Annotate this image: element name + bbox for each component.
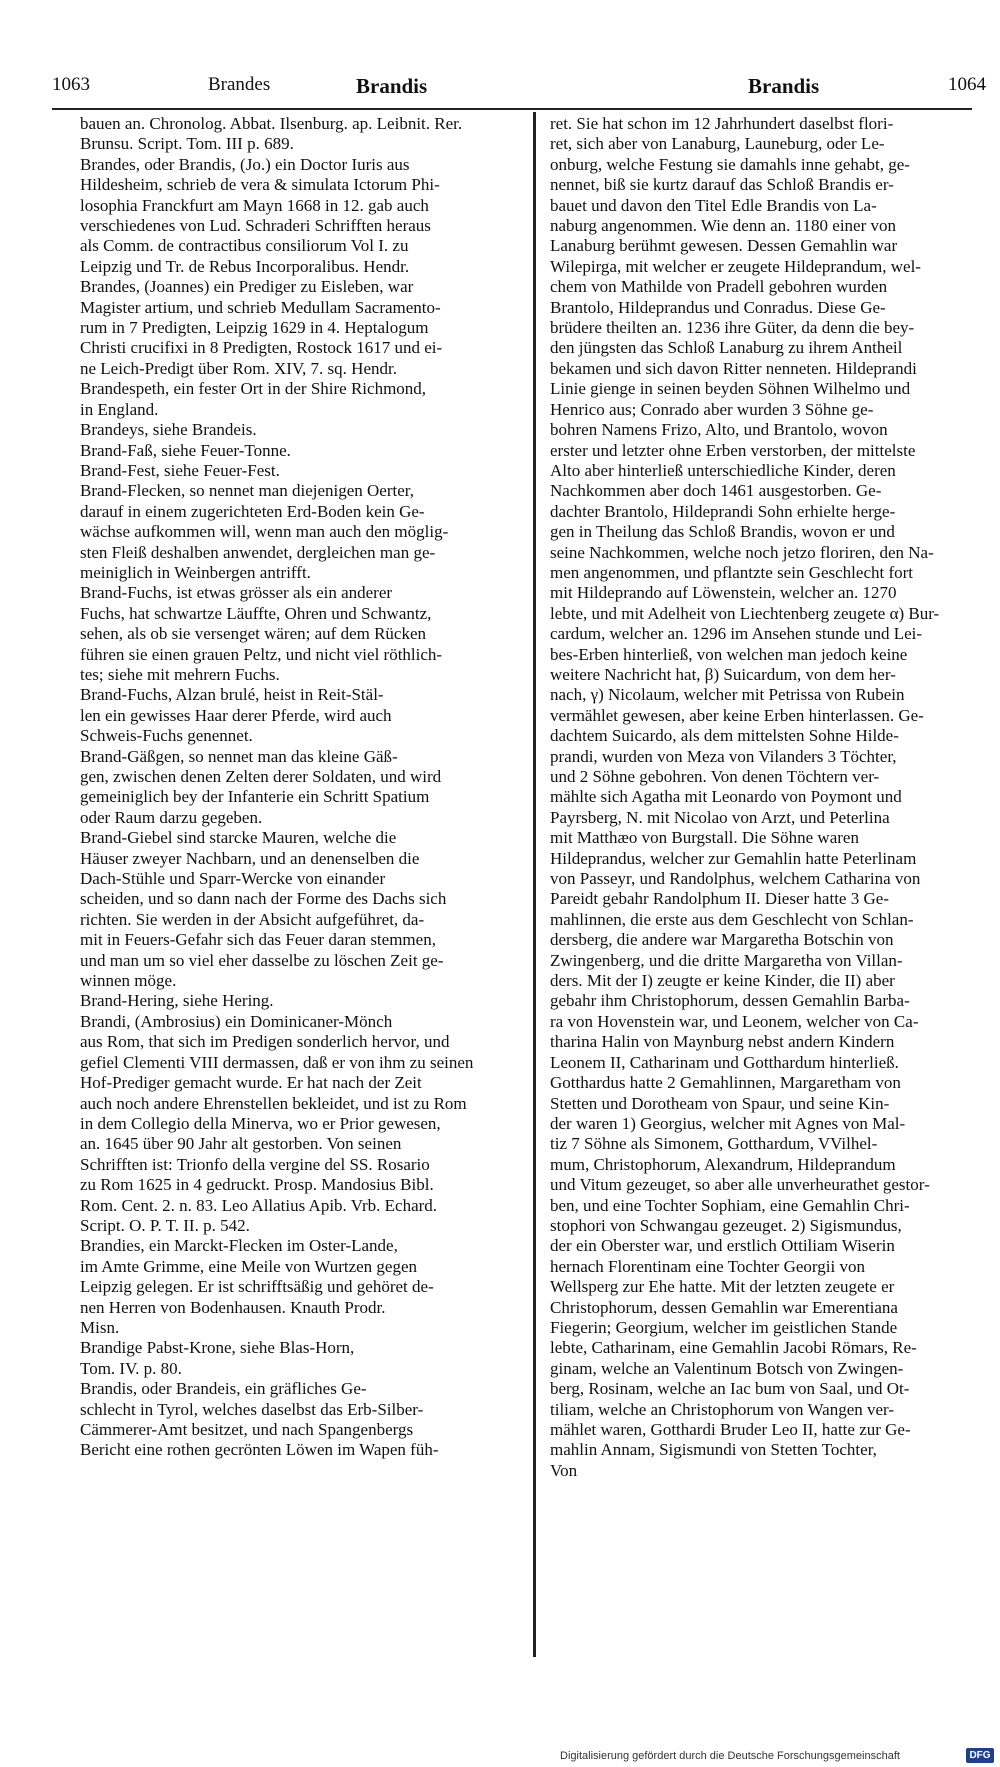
text-line: bauet und davon den Titel Edle Brandis von La- xyxy=(550,195,877,215)
text-line: oder Raum darzu gegeben. xyxy=(80,807,263,827)
text-line: Brand-Fuchs, Alzan brulé, heist in Reit-Stäl- xyxy=(80,685,384,705)
text-line: Tom. IV. p. 80. xyxy=(80,1358,182,1378)
text-line: Rom. Cent. 2. n. 83. Leo Allatius Apib. Vrb. Echard. xyxy=(80,1195,438,1215)
text-line: hernach Florentinam eine Tochter Georgii von xyxy=(550,1256,865,1276)
text-line: Brand-Faß, siehe Feuer-Tonne. xyxy=(80,440,291,460)
text-line: gen in Theilung das Schloß Brandis, wovon er und xyxy=(550,522,895,542)
headword-center-left: Brandis xyxy=(356,74,428,98)
text-line: Hof-Prediger gemacht wurde. Er hat nach der Zeit xyxy=(80,1073,422,1093)
text-line: nach, γ) Nicolaum, welcher mit Petrissa von Rubein xyxy=(550,685,905,705)
text-line: Fiegerin; Georgium, welcher im geistlichen Stande xyxy=(550,1317,898,1337)
text-line: Zwingenberg, und die dritte Margaretha von Villan- xyxy=(550,950,903,970)
text-line: Gotthardus hatte 2 Gemahlinnen, Margaretham von xyxy=(550,1073,901,1093)
text-line: Leipzig und Tr. de Rebus Incorporalibus. Hendr. xyxy=(80,256,410,276)
text-line: dachter Brantolo, Hildeprandi Sohn erhielte herge- xyxy=(550,501,896,521)
text-line: erster und letzter ohne Erben verstorben, der mittelste xyxy=(550,440,916,460)
text-line: den jüngsten das Schloß Lanaburg zu ihrem Antheil xyxy=(550,338,903,358)
text-line: Misn. xyxy=(80,1317,120,1337)
text-line: mit in Feuers-Gefahr sich das Feuer daran stemmen, xyxy=(80,930,436,950)
text-line: Brand-Fest, siehe Feuer-Fest. xyxy=(80,460,280,480)
text-line: und Vitum gezeuget, so aber alle unverheurathet gestor- xyxy=(550,1175,930,1195)
text-line: mit Hildeprando auf Löwenstein, welcher an. 1270 xyxy=(550,583,897,603)
text-line: gemeiniglich bey der Infanterie ein Schritt Spatium xyxy=(80,787,430,807)
headword-center-right: Brandis xyxy=(748,74,820,98)
text-line: gebahr ihm Christophorum, dessen Gemahlin Barba- xyxy=(550,991,910,1011)
text-line: mählet waren, Gotthardi Bruder Leo II, hatte zur Ge- xyxy=(550,1420,911,1439)
text-line: losophia Franckfurt am Mayn 1668 in 12. gab auch xyxy=(80,195,429,215)
text-line: Linie gienge in seinen beyden Söhnen Wilhelmo und xyxy=(550,379,911,399)
text-line: mählte sich Agatha mit Leonardo von Poymont und xyxy=(550,787,902,807)
text-line: Alto aber hinterließ unterschiedliche Kinder, deren xyxy=(550,460,896,480)
text-line: mahlinnen, die erste aus dem Geschlecht von Schlan- xyxy=(550,909,914,929)
dfg-logo: DFG xyxy=(966,1748,994,1763)
text-line: in dem Collegio della Minerva, wo er Prior gewesen, xyxy=(80,1113,441,1133)
text-line: tiz 7 Söhne als Simonem, Gotthardum, VVilhel- xyxy=(550,1134,878,1154)
text-line: und 2 Söhne gebohren. Von denen Töchtern ver- xyxy=(550,767,880,786)
text-line: Cämmerer-Amt besitzet, und nach Spangenbergs xyxy=(80,1420,414,1439)
text-line: Brandes, oder Brandis, (Jo.) ein Doctor Iuris aus xyxy=(80,154,410,174)
text-line: auch noch andere Ehrenstellen bekleidet, und ist zu Rom xyxy=(80,1093,467,1113)
text-line: Brand-Flecken, so nennet man diejenigen Oerter, xyxy=(80,481,415,501)
text-line: führen sie einen grauen Peltz, und nicht viel röthlich- xyxy=(80,644,443,664)
text-line: Von xyxy=(550,1460,578,1480)
text-line: mit Matthæo von Burgstall. Die Söhne waren xyxy=(550,828,859,848)
text-line: Brunsu. Script. Tom. III p. 689. xyxy=(80,134,294,154)
text-line: bes-Erben hinterließ, von welchen man jedoch keine xyxy=(550,644,908,664)
text-line: Fuchs, hat schwartze Läuffte, Ohren und Schwantz, xyxy=(80,603,432,623)
text-line: Brandes, (Joannes) ein Prediger zu Eisleben, war xyxy=(80,277,414,297)
text-line: bekamen und sich davon Ritter nenneten. Hildeprandi xyxy=(550,358,917,378)
text-line: mum, Christophorum, Alexandrum, Hildeprandum xyxy=(550,1154,896,1174)
text-line: Brand-Gäßgen, so nennet man das kleine Gäß- xyxy=(80,746,398,766)
text-line: nennet, biß sie kurtz darauf das Schloß Brandis er- xyxy=(550,175,894,195)
text-line: und man um so viel eher dasselbe zu löschen Zeit ge- xyxy=(80,950,444,970)
page-number-right: 1064 xyxy=(948,74,986,95)
text-line: stophori von Schwangau gezeuget. 2) Sigismundus, xyxy=(550,1215,902,1235)
text-line: Brandis, oder Brandeis, ein gräfliches Ge- xyxy=(80,1379,367,1399)
text-line: cardum, welcher an. 1296 im Ansehen stunde und Lei- xyxy=(550,624,923,644)
text-line: Brandespeth, ein fester Ort in der Shire Richmond, xyxy=(80,379,427,399)
text-line: len ein gewisses Haar derer Pferde, wird auch xyxy=(80,705,392,725)
text-line: als Comm. de contractibus consiliorum Vol I. zu xyxy=(80,236,409,256)
text-line: Schrifften ist: Trionfo della vergine del SS. Rosario xyxy=(80,1154,430,1174)
text-line: Script. O. P. T. II. p. 542. xyxy=(80,1215,250,1235)
text-line: Leonem II, Catharinam und Gotthardum hinterließ. xyxy=(550,1052,899,1072)
text-line: tharina Halin von Maynburg nebst andern Kindern xyxy=(550,1032,895,1052)
text-line: Nachkommen aber doch 1461 ausgestorben. Ge- xyxy=(550,481,882,501)
header-rule xyxy=(52,108,972,110)
text-line: Hildeprandus, welcher zur Gemahlin hatte Peterlinam xyxy=(550,848,917,868)
text-line: meiniglich in Weinbergen antrifft. xyxy=(80,562,311,582)
text-line: im Amte Grimme, eine Meile von Wurtzen gegen xyxy=(80,1256,418,1276)
text-line: Christi crucifixi in 8 Predigten, Rostock 1617 und ei- xyxy=(80,338,443,358)
text-line: lebte, und mit Adelheit von Liechtenberg zeugete α) Bur- xyxy=(550,603,940,623)
text-line: ben, und eine Tochter Sophiam, eine Gemahlin Chri- xyxy=(550,1195,910,1215)
text-line: sten Fleiß deshalben anwendet, dergleichen man ge- xyxy=(80,542,436,562)
text-line: Brandi, (Ambrosius) ein Dominicaner-Mönch xyxy=(80,1011,393,1031)
text-line: Lanaburg berühmt gewesen. Dessen Gemahlin war xyxy=(550,236,898,256)
text-line: Brand-Giebel sind starcke Mauren, welche die xyxy=(80,828,397,848)
text-line: bohren Namens Frizo, Alto, und Brantolo, wovon xyxy=(550,420,888,440)
text-line: dachtem Suicardo, als dem mittelsten Sohne Hilde- xyxy=(550,726,899,746)
text-line: Brandige Pabst-Krone, siehe Blas-Horn, xyxy=(80,1338,355,1358)
text-line: onburg, welche Festung sie damahls inne gehabt, ge- xyxy=(550,154,910,174)
text-line: Brandies, ein Marckt-Flecken im Oster-Lande, xyxy=(80,1236,398,1256)
text-line: darauf in einem zugerichteten Erd-Boden kein Ge- xyxy=(80,501,425,521)
text-line: Henrico aus; Conrado aber wurden 3 Söhne ge- xyxy=(550,399,874,419)
text-line: Dach-Stühle und Sparr-Wercke von einander xyxy=(80,869,386,889)
text-line: brüdere theilten an. 1236 ihre Güter, da denn die bey- xyxy=(550,318,915,338)
text-line: Hildesheim, schrieb de vera & simulata Ictorum Phi- xyxy=(80,175,440,195)
text-line: gen, zwischen denen Zelten derer Soldaten, und wird xyxy=(80,767,442,786)
text-line: Wellsperg zur Ehe hatte. Mit der letzten zeugete er xyxy=(550,1277,895,1297)
text-line: prandi, wurden von Meza von Vilanders 3 Töchter, xyxy=(550,746,897,766)
text-line: aus Rom, that sich im Predigen sonderlich hervor, und xyxy=(80,1032,450,1052)
text-line: Brandeys, siehe Brandeis. xyxy=(80,420,257,440)
text-line: an. 1645 über 90 Jahr alt gestorben. Von seinen xyxy=(80,1134,402,1154)
text-line: vermählet gewesen, aber keine Erben hinterlassen. Ge- xyxy=(550,705,924,725)
text-line: Brantolo, Hildeprandus und Conradus. Diese Ge- xyxy=(550,297,886,317)
page-header xyxy=(48,70,986,104)
text-line: men angenommen, und pflantzte sein Geschlecht fort xyxy=(550,562,914,582)
text-line: chem von Mathilde von Pradell gebohren wurden xyxy=(550,277,888,297)
text-line: scheiden, und so dann nach der Forme des Dachs sich xyxy=(80,889,447,909)
text-line: Schweis-Fuchs genennet. xyxy=(80,726,253,746)
text-line: sehen, als ob sie versenget wären; auf dem Rücken xyxy=(80,624,427,644)
text-line: Brand-Hering, siehe Hering. xyxy=(80,991,274,1011)
text-line: der waren 1) Georgius, welcher mit Agnes von Mal- xyxy=(550,1113,906,1133)
text-line: in England. xyxy=(80,399,159,419)
text-line: seine Nachkommen, welche noch jetzo floriren, den Na- xyxy=(550,542,934,562)
text-line: wächse aufkommen will, wenn man auch den möglig- xyxy=(80,522,449,542)
text-line: ne Leich-Predigt über Rom. XIV, 7. sq. Hendr. xyxy=(80,358,397,378)
text-line: naburg angenommen. Wie denn an. 1180 einer von xyxy=(550,216,896,236)
text-line: Christophorum, dessen Gemahlin war Emerentiana xyxy=(550,1297,898,1317)
headword-left: Brandes xyxy=(208,74,271,95)
text-line: berg, Rosinam, welche an Iac bum von Saal, und Ot- xyxy=(550,1379,910,1399)
text-line: weitere Nachricht hat, β) Suicardum, von dem her- xyxy=(550,664,896,684)
page-footer xyxy=(560,1747,1000,1767)
text-line: von Passeyr, und Randolphus, welchem Catharina von xyxy=(550,869,921,889)
text-line: zu Rom 1625 in 4 gedruckt. Prosp. Mandosius Bibl. xyxy=(80,1175,434,1195)
text-line: Magister artium, und schrieb Medullam Sacramento- xyxy=(80,297,441,317)
page-number-left: 1063 xyxy=(52,74,90,95)
text-line: lebte, Catharinam, eine Gemahlin Jacobi Römars, Re- xyxy=(550,1338,917,1358)
text-line: gefiel Clementi VIII dermassen, daß er von ihm zu seinen xyxy=(80,1052,474,1072)
text-line: verschiedenes von Lud. Schraderi Schrifften heraus xyxy=(80,216,431,236)
text-line: ra von Hovenstein war, und Leonem, welcher von Ca- xyxy=(550,1011,919,1031)
column-divider xyxy=(533,112,536,1657)
text-line: der ein Oberster war, und erstlich Ottiliam Wiserin xyxy=(550,1236,895,1256)
text-line: Wilepirga, mit welcher er zeugete Hildeprandum, wel- xyxy=(550,256,921,276)
text-line: Brand-Fuchs, ist etwas grösser als ein anderer xyxy=(80,583,393,603)
text-line: Pareidt gebahr Randolphum II. Dieser hatte 3 Ge- xyxy=(550,889,889,909)
text-line: rum in 7 Predigten, Leipzig 1629 in 4. Heptalogum xyxy=(80,318,429,338)
text-line: ders. Mit der I) zeugte er keine Kinder, die II) aber xyxy=(550,971,895,991)
text-line: schlecht in Tyrol, welches daselbst das Erb-Silber- xyxy=(80,1399,424,1419)
left-column xyxy=(80,114,520,1461)
text-line: bauen an. Chronolog. Abbat. Ilsenburg. ap. Leibnit. Rer. xyxy=(80,114,463,133)
text-line: ginam, welche an Valentinum Botsch von Zwingen- xyxy=(550,1358,904,1378)
text-line: Payrsberg, N. mit Nicolao von Arzt, und Peterlina xyxy=(550,807,890,827)
footer-credit: Digitalisierung gefördert durch die Deutsche Forschungsgemeinschaft xyxy=(560,1750,900,1762)
text-line: tiliam, welche an Christophorum von Wangen ver- xyxy=(550,1399,895,1419)
text-line: Bericht eine rothen gecrönten Löwen im Wapen füh- xyxy=(80,1440,439,1460)
text-line: ret. Sie hat schon im 12 Jahrhundert daselbst flori- xyxy=(550,114,894,133)
text-line: nen Herren von Bodenhausen. Knauth Prodr. xyxy=(80,1297,386,1317)
text-line: Leipzig gelegen. Er ist schrifftsäßig und gehöret de- xyxy=(80,1277,434,1297)
text-line: tes; siehe mit mehrern Fuchs. xyxy=(80,664,280,684)
text-line: ret, sich aber von Lanaburg, Launeburg, oder Le- xyxy=(550,134,885,154)
text-line: winnen möge. xyxy=(80,971,177,991)
text-line: mahlin Annam, Sigismundi von Stetten Tochter, xyxy=(550,1440,877,1460)
text-line: Stetten und Dorotheam von Spaur, und seine Kin- xyxy=(550,1093,890,1113)
text-line: dersberg, die andere war Margaretha Botschin von xyxy=(550,930,894,950)
text-line: richten. Sie werden in der Absicht aufgeführet, da- xyxy=(80,909,425,929)
right-column xyxy=(550,114,978,1481)
text-line: Häuser zweyer Nachbarn, und an denenselben die xyxy=(80,848,420,868)
